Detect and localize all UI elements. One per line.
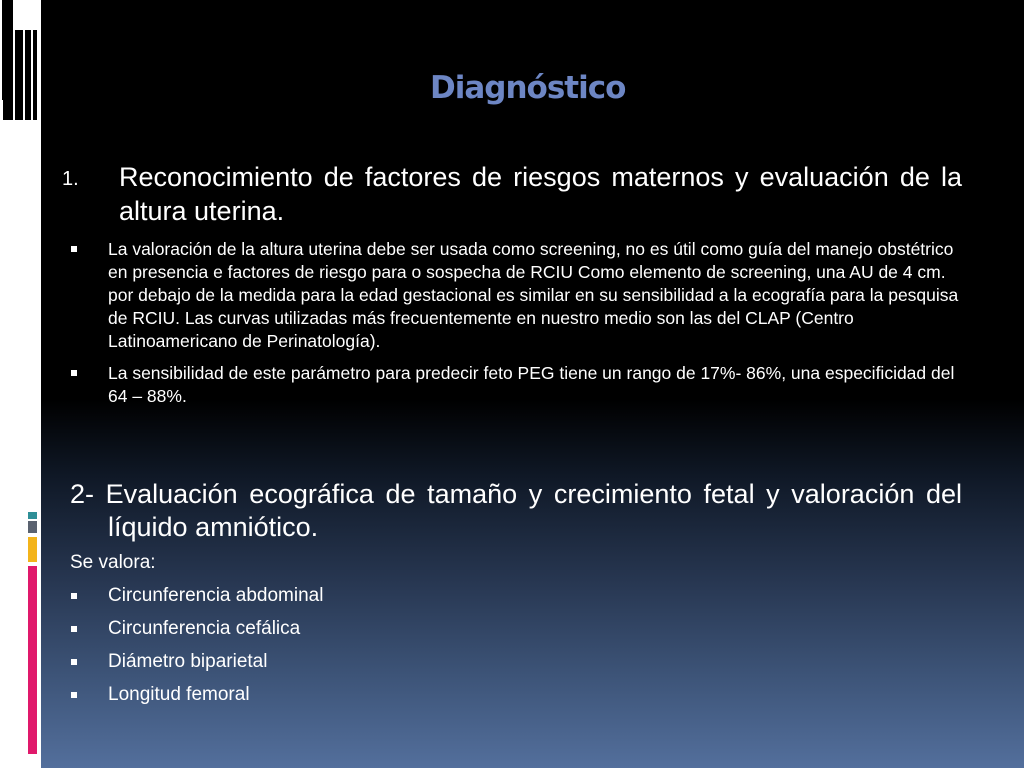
section2-intro: Se valora: — [70, 552, 156, 573]
section1-number: 1. — [62, 168, 79, 190]
list-item-text: La sensibilidad de este parámetro para predecir feto PEG tiene un rango de 17%- 86%, una especificidad del 64 – 88%. — [108, 363, 955, 406]
list-item — [68, 584, 963, 608]
slide-title: Diagnóstico — [430, 70, 626, 106]
section1-heading: Reconocimiento de factores de riesgos maternos y evaluación de la altura uterina. — [119, 162, 962, 226]
section1-bullet-list — [68, 238, 963, 417]
list-item — [68, 617, 963, 641]
square-bullet-icon — [71, 593, 77, 599]
decorative-bar — [33, 30, 37, 120]
list-item — [68, 683, 963, 707]
accent-yellow — [28, 537, 37, 562]
list-item-text: Diámetro biparietal — [108, 651, 268, 672]
square-bullet-icon — [71, 626, 77, 632]
decorative-bar — [15, 30, 23, 120]
corner-decoration — [0, 0, 41, 150]
square-bullet-icon — [71, 370, 77, 376]
accent-pink — [28, 566, 37, 754]
list-item-text: Circunferencia abdominal — [108, 585, 324, 606]
decorative-bar — [3, 0, 13, 120]
square-bullet-icon — [71, 659, 77, 665]
accent-gray — [28, 521, 37, 533]
accent-teal — [28, 512, 37, 519]
square-bullet-icon — [71, 246, 77, 252]
list-item-text: La valoración de la altura uterina debe ser usada como screening, no es útil como guía del manejo obstétrico en presencia e factores de riesgo para o sospecha de RCIU Como elemento de screening, una AU de 4 cm. por debajo de la medida para la edad gestacional es similar en su sensibilidad a la ecografía para la pesquisa de RCIU. Las curvas utilizadas más frecuentemente en nuestro medio son las del CLAP (Centro Latinoamericano de Perinatología). — [108, 239, 959, 351]
list-item — [68, 362, 963, 408]
list-item — [68, 238, 963, 353]
list-item — [68, 650, 963, 674]
section2-bullet-list — [68, 584, 963, 716]
decorative-bar — [25, 30, 31, 120]
square-bullet-icon — [71, 692, 77, 698]
list-item-text: Circunferencia cefálica — [108, 618, 301, 639]
section2-heading: 2- Evaluación ecográfica de tamaño y crecimiento fetal y valoración del líquido amniótico. — [70, 479, 962, 542]
list-item-text: Longitud femoral — [108, 684, 250, 705]
